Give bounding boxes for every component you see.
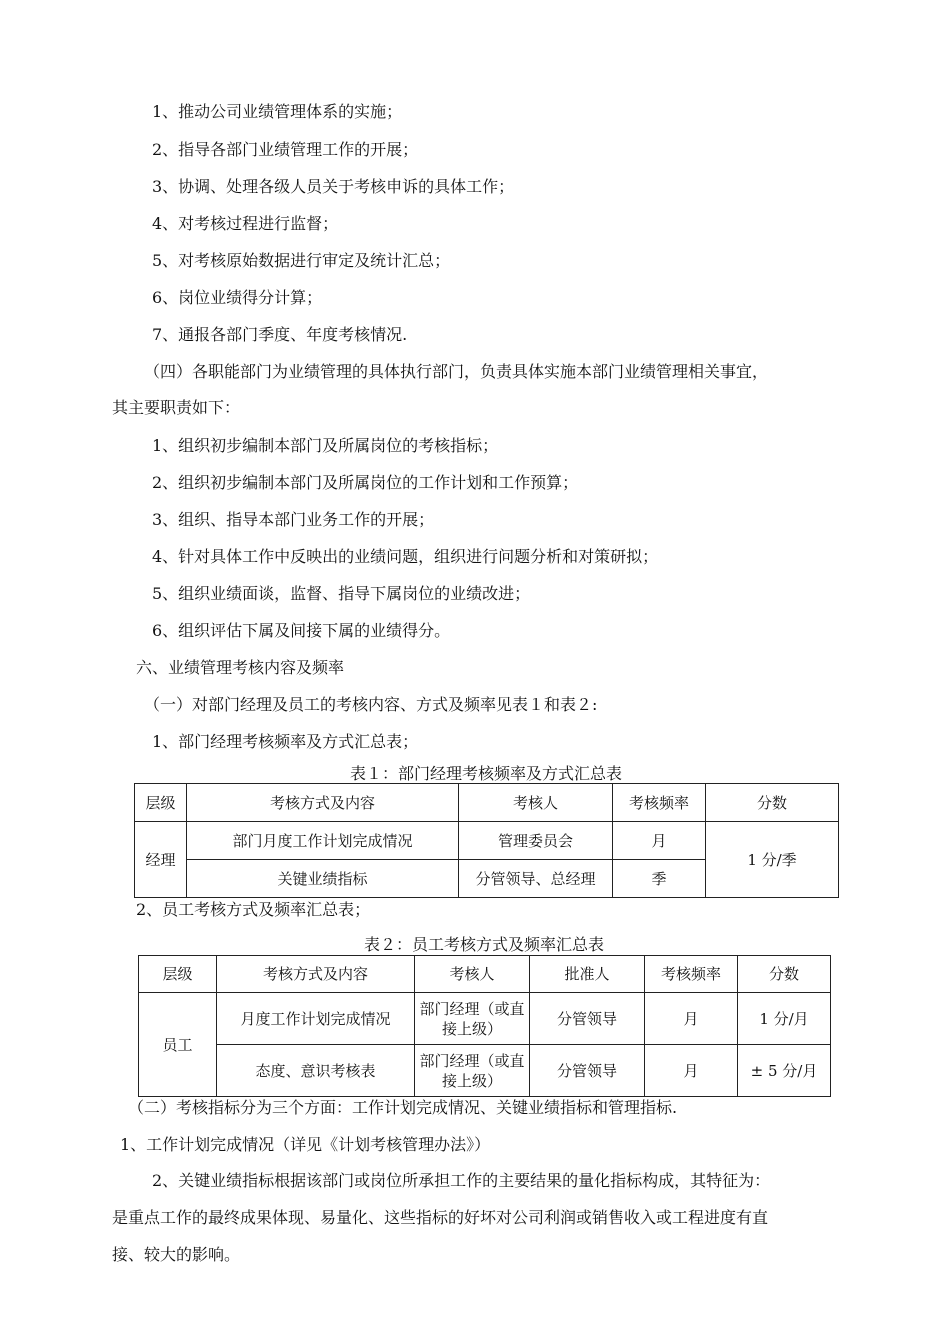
- table1-header: 考核频率: [613, 784, 706, 822]
- table2-score: ± 5 分/月: [738, 1045, 831, 1097]
- paragraph-line: 2、关键业绩指标根据该部门或岗位所承担工作的主要结果的量化指标构成，其特征为：: [152, 1171, 771, 1190]
- duty-item: 5、组织业绩面谈，监督、指导下属岗位的业绩改进；: [152, 584, 531, 603]
- table1: [134, 783, 839, 898]
- table2-level: 员工: [139, 993, 217, 1097]
- duty-item: 1、组织初步编制本部门及所属岗位的考核指标；: [152, 436, 499, 455]
- section-heading: 六、业绩管理考核内容及频率: [136, 658, 345, 677]
- table1-header: 考核方式及内容: [187, 784, 459, 822]
- duty-item: 2、指导各部门业绩管理工作的开展；: [152, 140, 419, 159]
- table2-header: 批准人: [530, 956, 645, 993]
- duty-item: 4、对考核过程进行监督；: [152, 214, 339, 233]
- table2-approver: 分管领导: [530, 1045, 645, 1097]
- table2-content: 态度、意识考核表: [217, 1045, 415, 1097]
- table2-frequency: 月: [645, 1045, 738, 1097]
- duty-item: 6、组织评估下属及间接下属的业绩得分。: [152, 621, 451, 640]
- duty-item: 6、岗位业绩得分计算；: [152, 288, 323, 307]
- list-item: 1、部门经理考核频率及方式汇总表；: [152, 732, 419, 751]
- table1-frequency: 月: [613, 822, 706, 860]
- table1-content: 关键业绩指标: [187, 860, 459, 898]
- section4-intro: （四）各职能部门为业绩管理的具体执行部门，负责具体实施本部门业绩管理相关事宜，: [144, 362, 769, 381]
- table1-frequency: 季: [613, 860, 706, 898]
- table2: [138, 955, 831, 1097]
- table-row: [139, 993, 831, 1045]
- table1-header: 分数: [706, 784, 839, 822]
- list-item: 2、员工考核方式及频率汇总表；: [136, 900, 371, 919]
- table-row: [139, 1045, 831, 1097]
- table2-assessor: 部门经理（或直接上级）: [415, 1045, 530, 1097]
- table2-header: 考核人: [415, 956, 530, 993]
- table1-caption: 表１：部门经理考核频率及方式汇总表: [349, 764, 622, 783]
- table1-score: 1 分/季: [706, 822, 839, 898]
- duty-item: 7、通报各部门季度、年度考核情况.: [152, 325, 408, 344]
- table-row: [135, 822, 839, 860]
- table2-content: 月度工作计划完成情况: [217, 993, 415, 1045]
- table2-header: 考核方式及内容: [217, 956, 415, 993]
- list-item: 1、工作计划完成情况（详见《计划考核管理办法》）: [120, 1135, 491, 1154]
- table2-header: 层级: [139, 956, 217, 993]
- subsection-heading: （一）对部门经理及员工的考核内容、方式及频率见表１和表２:: [144, 695, 598, 714]
- duty-item: 1、推动公司业绩管理体系的实施；: [152, 102, 403, 121]
- table1-assessor: 分管领导、总经理: [459, 860, 613, 898]
- duty-item: 3、协调、处理各级人员关于考核申诉的具体工作；: [152, 177, 515, 196]
- table2-header: 考核频率: [645, 956, 738, 993]
- duty-item: 2、组织初步编制本部门及所属岗位的工作计划和工作预算；: [152, 473, 579, 492]
- section4-intro-cont: 其主要职责如下：: [112, 398, 241, 417]
- table2-header: 分数: [738, 956, 831, 993]
- table2-frequency: 月: [645, 993, 738, 1045]
- paragraph-line: 接、较大的影响。: [112, 1245, 241, 1264]
- subsection-heading: （二）考核指标分为三个方面：工作计划完成情况、关键业绩指标和管理指标.: [128, 1098, 678, 1117]
- table1-level: 经理: [135, 822, 187, 898]
- table1-assessor: 管理委员会: [459, 822, 613, 860]
- table2-score: 1 分/月: [738, 993, 831, 1045]
- table1-header: 考核人: [459, 784, 613, 822]
- table2-assessor: 部门经理（或直接上级）: [415, 993, 530, 1045]
- table1-content: 部门月度工作计划完成情况: [187, 822, 459, 860]
- duty-item: 3、组织、指导本部门业务工作的开展；: [152, 510, 435, 529]
- table2-approver: 分管领导: [530, 993, 645, 1045]
- table1-header: 层级: [135, 784, 187, 822]
- paragraph-line: 是重点工作的最终成果体现、易量化、这些指标的好坏对公司利润或销售收入或工程进度有直: [112, 1208, 769, 1227]
- duty-item: 5、对考核原始数据进行审定及统计汇总；: [152, 251, 451, 270]
- table2-caption: 表２：员工考核方式及频率汇总表: [363, 935, 604, 954]
- duty-item: 4、针对具体工作中反映出的业绩问题，组织进行问题分析和对策研拟；: [152, 547, 659, 566]
